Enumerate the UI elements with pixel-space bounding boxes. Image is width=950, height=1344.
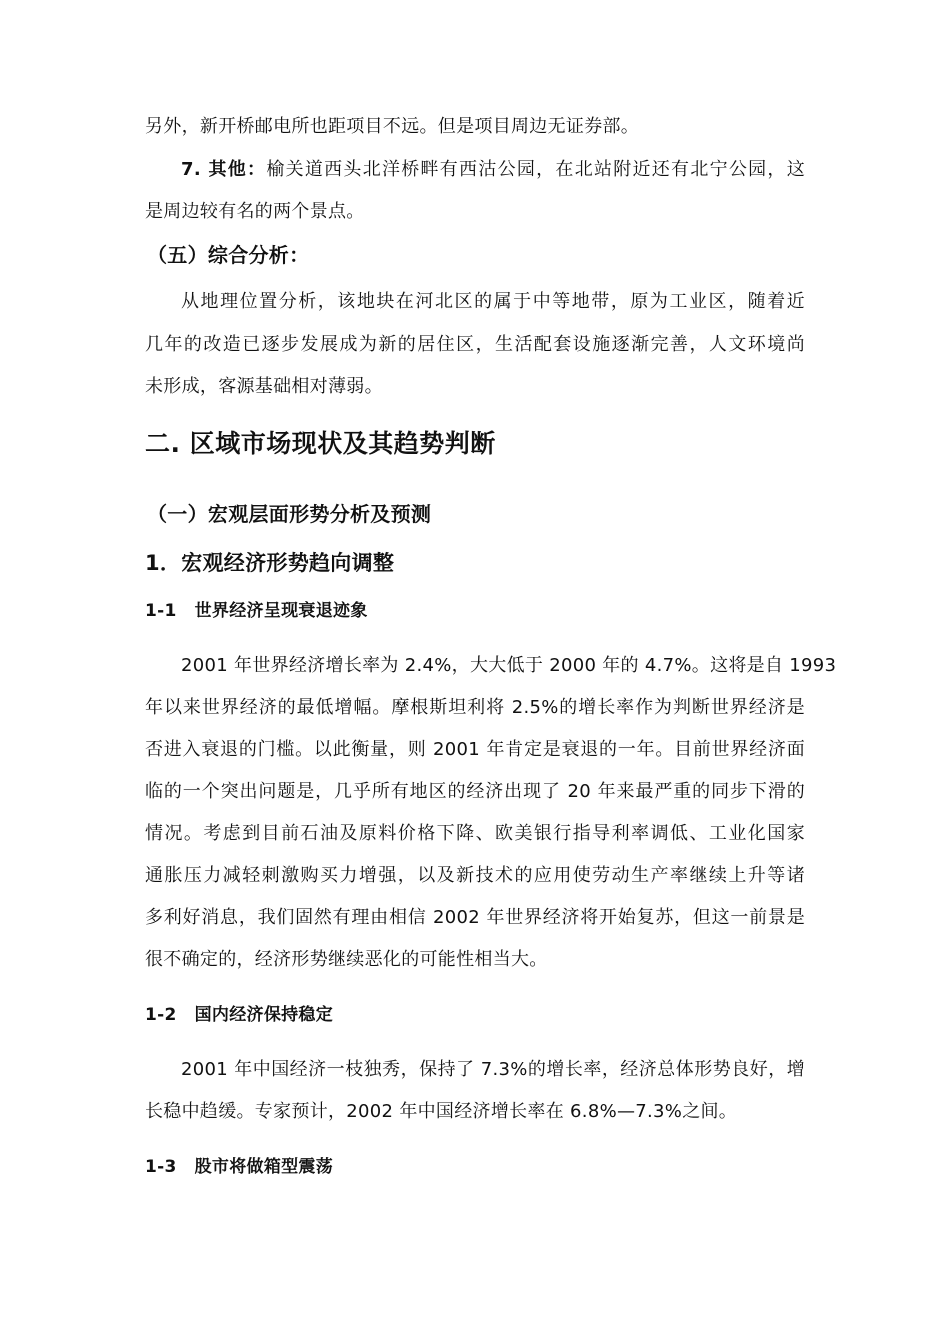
paragraph-analysis-line-2	[145, 333, 805, 357]
item-heading-1-1	[145, 599, 368, 623]
item-heading-text: 1．宏观经济形势趋向调整	[145, 551, 395, 575]
paragraph-world-economy-line-3	[145, 738, 805, 762]
item-title: 国内经济保持稳定	[194, 1005, 334, 1025]
item-other	[181, 158, 805, 182]
paragraph-world-economy-line-2	[145, 696, 805, 720]
paragraph-line: 2001 年中国经济一枝独秀，保持了 7.3%的增长率，经济总体形势良好，增	[181, 1059, 805, 1080]
item-other-text: 榆关道西头北洋桥畔有西沽公园，在北站附近还有北宁公园，这	[266, 159, 805, 180]
paragraph-line: 情况。考虑到目前石油及原料价格下降、欧美银行指导利率调低、工业化国家	[145, 823, 805, 844]
paragraph-world-economy-line-8	[145, 948, 548, 972]
paragraph-world-economy-line-7	[145, 906, 805, 930]
paragraph-domestic-economy-line-1	[181, 1058, 805, 1082]
subsection-heading-one	[147, 502, 431, 526]
paragraph-line: 是周边较有名的两个景点。	[145, 201, 365, 222]
paragraph-line: 年以来世界经济的最低增幅。摩根斯坦利将 2.5%的增长率作为判断世界经济是	[145, 697, 805, 718]
paragraph-line: 长稳中趋缓。专家预计，2002 年中国经济增长率在 6.8%—7.3%之间。	[145, 1101, 738, 1122]
paragraph-analysis-line-1	[181, 290, 805, 314]
item-number: 1-1	[145, 601, 177, 621]
paragraph-world-economy-line-6	[145, 864, 805, 888]
paragraph-analysis-line-3	[145, 375, 383, 399]
item-number: 1-2	[145, 1005, 177, 1025]
chapter-heading-two	[145, 429, 496, 458]
paragraph-line: 从地理位置分析，该地块在河北区的属于中等地带，原为工业区，随着近	[181, 291, 805, 312]
paragraph-line: 否进入衰退的门槛。以此衡量，则 2001 年肯定是衰退的一年。目前世界经济面	[145, 739, 805, 760]
subsection-heading-text: （一）宏观层面形势分析及预测	[147, 502, 432, 526]
item-other-continuation	[145, 200, 365, 224]
chapter-heading-text: 二. 区域市场现状及其趋势判断	[145, 429, 496, 458]
paragraph-world-economy-line-1	[181, 654, 837, 678]
item-number: 1-3	[145, 1157, 177, 1177]
section-heading-five	[147, 243, 309, 267]
item-title: 世界经济呈现衰退迹象	[194, 601, 368, 621]
paragraph-line: 未形成，客源基础相对薄弱。	[145, 376, 383, 397]
paragraph-post-office	[145, 115, 639, 139]
item-heading-1-3	[145, 1155, 333, 1179]
paragraph-line: 几年的改造已逐步发展成为新的居住区，生活配套设施逐渐完善，人文环境尚	[145, 334, 805, 355]
item-title: 股市将做箱型震荡	[194, 1157, 334, 1177]
item-heading-1	[145, 551, 394, 575]
section-heading-text: （五）综合分析：	[147, 243, 310, 267]
paragraph-line: 通胀压力减轻刺激购买力增强，以及新技术的应用使劳动生产率继续上升等诸	[145, 865, 805, 886]
item-other-label: 7. 其他：	[181, 159, 267, 180]
item-heading-1-2	[145, 1003, 333, 1027]
paragraph-line: 多利好消息，我们固然有理由相信 2002 年世界经济将开始复苏，但这一前景是	[145, 907, 805, 928]
paragraph-world-economy-line-4	[145, 780, 805, 804]
paragraph-line: 另外，新开桥邮电所也距项目不远。但是项目周边无证券部。	[145, 116, 640, 137]
paragraph-line: 临的一个突出问题是，几乎所有地区的经济出现了 20 年来最严重的同步下滑的	[145, 781, 805, 802]
paragraph-domestic-economy-line-2	[145, 1100, 737, 1124]
paragraph-world-economy-line-5	[145, 822, 805, 846]
paragraph-line: 很不确定的，经济形势继续恶化的可能性相当大。	[145, 949, 548, 970]
paragraph-line: 2001 年世界经济增长率为 2.4%，大大低于 2000 年的 4.7%。这将是自 1993	[181, 655, 837, 676]
